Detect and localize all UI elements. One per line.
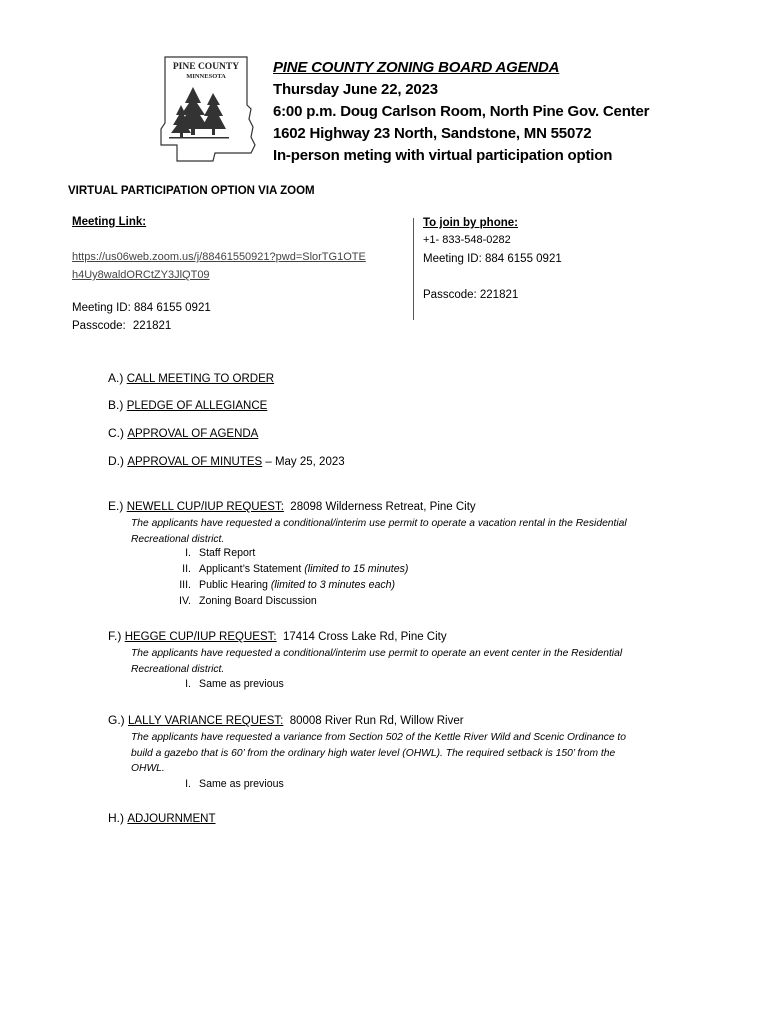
pine-county-logo: [155, 53, 273, 165]
meeting-format: In-person meting with virtual participation option: [273, 147, 613, 164]
item-e-sub-2: [182, 563, 409, 575]
meeting-link-label: Meeting Link:: [72, 216, 147, 228]
agenda-title: PINE COUNTY ZONING BOARD AGENDA: [273, 59, 560, 76]
logo-text-line1: PINE COUNTY: [172, 62, 240, 72]
item-g-description: [131, 730, 701, 777]
item-date: – May 25, 2023: [262, 456, 345, 468]
item-title: HEGGE CUP/IUP REQUEST:: [124, 631, 277, 643]
sub-text: Zoning Board Discussion: [199, 595, 317, 607]
item-g-sub-1: [185, 778, 284, 790]
item-letter: H.): [108, 811, 124, 825]
passcode-left-label: Passcode:: [72, 320, 126, 332]
sub-number: II.: [182, 563, 191, 575]
agenda-item-d: [108, 454, 345, 468]
zoom-link-line1[interactable]: https://us06web.zoom.us/j/88461550921?pwd=SlorTG1OTE: [72, 251, 366, 263]
desc-line: OHWL.: [131, 763, 165, 774]
passcode-left: [72, 320, 171, 332]
agenda-item-e: [108, 499, 476, 513]
sub-number: IV.: [179, 595, 191, 607]
meeting-id-left: Meeting ID: 884 6155 0921: [72, 302, 211, 314]
meeting-date: Thursday June 22, 2023: [273, 81, 438, 98]
item-title: NEWELL CUP/IUP REQUEST:: [126, 501, 284, 513]
zoom-meeting-link[interactable]: [72, 248, 366, 284]
sub-note: (limited to 3 minutes each): [270, 579, 396, 591]
desc-line: Recreational district.: [131, 663, 225, 675]
sub-number: I.: [185, 547, 191, 559]
phone-label: To join by phone:: [423, 217, 518, 229]
sub-number: I.: [185, 678, 191, 690]
sub-text: Staff Report: [199, 547, 256, 559]
item-address: 17414 Cross Lake Rd, Pine City: [276, 631, 447, 643]
passcode-left-value: 221821: [132, 320, 172, 332]
desc-line: Recreational district.: [131, 533, 225, 545]
logo-text-line2: MINNESOTA: [186, 73, 226, 80]
sub-text: Same as previous: [199, 778, 284, 790]
item-title: APPROVAL OF MINUTES: [127, 456, 263, 468]
meeting-id-right: Meeting ID: 884 6155 0921: [423, 253, 562, 265]
virtual-heading: VIRTUAL PARTICIPATION OPTION VIA ZOOM: [68, 185, 315, 197]
agenda-item-a: [108, 371, 274, 385]
item-title: LALLY VARIANCE REQUEST:: [128, 715, 284, 727]
passcode-right: Passcode: 221821: [423, 289, 519, 301]
column-divider: [413, 218, 414, 320]
zoom-link-line2[interactable]: h4Uy8waldORCtZY3JlQT09: [72, 269, 210, 281]
phone-number: +1- 833-548-0282: [423, 234, 511, 246]
item-f-sub-1: [185, 678, 284, 690]
item-letter: F.): [108, 629, 122, 643]
sub-text: Same as previous: [199, 678, 284, 690]
item-letter: B.): [108, 398, 124, 412]
item-title: CALL MEETING TO ORDER: [126, 373, 275, 385]
agenda-item-b: [108, 398, 267, 412]
item-f-description: [131, 646, 701, 677]
item-title: ADJOURNMENT: [127, 813, 216, 825]
item-e-sub-4: [179, 595, 317, 607]
agenda-item-f: [108, 629, 447, 643]
sub-text: Applicant’s Statement: [199, 563, 305, 575]
desc-line: The applicants have requested a conditional/interim use permit to operate a vacation rental in the Residential: [131, 518, 627, 529]
sub-text: Public Hearing: [199, 579, 271, 591]
sub-note: (limited to 15 minutes): [304, 563, 409, 575]
item-e-sub-3: [179, 579, 396, 591]
agenda-item-c: [108, 426, 258, 440]
item-letter: C.): [108, 426, 124, 440]
agenda-item-g: [108, 713, 464, 727]
item-letter: A.): [108, 371, 124, 385]
item-title: PLEDGE OF ALLEGIANCE: [126, 400, 268, 412]
item-title: APPROVAL OF AGENDA: [127, 428, 259, 440]
desc-line: The applicants have requested a variance from Section 502 of the Kettle River Wild and Scenic Ordinance to: [131, 732, 627, 743]
agenda-item-h: [108, 811, 216, 825]
item-e-sub-1: [185, 547, 256, 559]
item-e-description: [131, 516, 701, 547]
item-letter: D.): [108, 454, 124, 468]
meeting-address: 1602 Highway 23 North, Sandstone, MN 55072: [273, 125, 592, 142]
meeting-time-location: 6:00 p.m. Doug Carlson Room, North Pine Gov. Center: [273, 103, 650, 120]
item-letter: G.): [108, 713, 125, 727]
item-letter: E.): [108, 499, 124, 513]
sub-number: I.: [185, 778, 191, 790]
desc-line: build a gazebo that is 60’ from the ordinary high water level (OHWL). The required setback is 150’ from the: [131, 747, 616, 759]
sub-number: III.: [179, 579, 191, 591]
desc-line: The applicants have requested a conditional/interim use permit to operate an event center in the Residential: [131, 648, 623, 659]
item-address: 28098 Wilderness Retreat, Pine City: [283, 501, 476, 513]
item-address: 80008 River Run Rd, Willow River: [283, 715, 464, 727]
